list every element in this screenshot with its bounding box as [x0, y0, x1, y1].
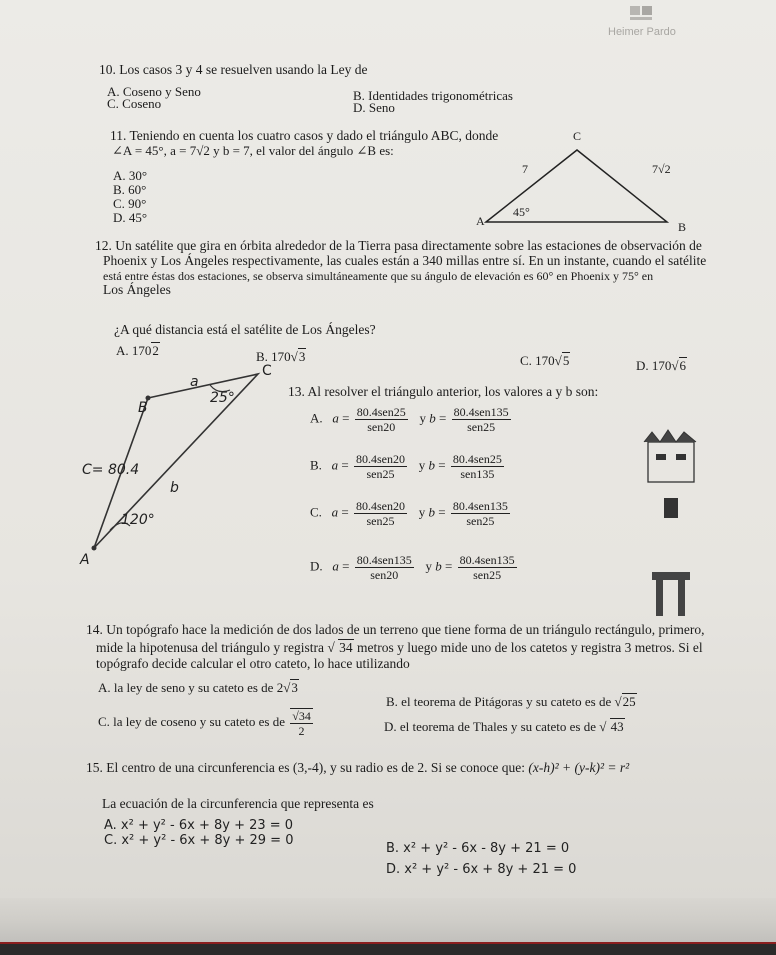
q12-option-a: A. 1702: [116, 343, 159, 358]
q11-option-a: A. 30°: [113, 168, 148, 183]
side-a-label: 7√2: [652, 162, 671, 176]
q13-option-b: B. a = $\frac{\text{80.4sen20}}{\text{sen25}}$ y b = $\frac{\text{80.4sen25}}{\text{sen135}}$: [310, 452, 502, 481]
triangle-abc-diagram: [460, 128, 700, 238]
vertex-b-label: B: [678, 220, 687, 234]
question-13: 13. Al resolver el triángulo anterior, los valores a y b son:: [288, 384, 599, 399]
side-b-label: 7: [522, 162, 528, 176]
q12-option-c: C. 170√5: [520, 353, 570, 368]
q14-option-a: A. la ley de seno y su cateto es de 2√3: [98, 680, 298, 695]
q15-option-c: C. x² + y² - 6x + 8y + 29 = 0: [104, 833, 294, 848]
question-12-line4: Los Ángeles: [103, 282, 171, 297]
vertex-c-label: C: [573, 129, 582, 143]
q12-option-d: D. 170√6: [636, 358, 687, 373]
q14-option-b: B. el teorema de Pitágoras y su cateto es de √25: [386, 694, 636, 709]
question-14-line3: topógrafo decide calcular el otro cateto, lo hace utilizando: [96, 656, 410, 671]
q10-option-a: A. Coseno y Seno: [107, 84, 201, 99]
q13-option-d: D. a = $\frac{\text{80.4sen135}}{\text{sen20}}$ y b = $\frac{\text{80.4sen135}}{\text{sen25}}$: [310, 553, 515, 582]
desk-surface: [0, 944, 776, 955]
q15-option-b: B. x² + y² - 6x - 8y + 21 = 0: [386, 841, 570, 856]
question-12-line2: Phoenix y Los Ángeles respectivamente, las cuales están a 340 millas entre sí. En un instante, cuando el satélite: [103, 253, 707, 268]
q11-option-c: C. 90°: [113, 196, 147, 211]
question-14: 14. Un topógrafo hace la medición de dos lados de un terreno que tiene forma de un triángulo rectángulo, primero,: [86, 622, 705, 637]
hw-side-b: b: [170, 480, 179, 496]
q14-option-d: D. el teorema de Thales y su cateto es de √ 43: [384, 719, 624, 734]
q15-option-d: D. x² + y² - 6x + 8y + 21 = 0: [386, 862, 577, 877]
q11-option-d: D. 45°: [113, 210, 148, 225]
q10-option-b: B. Identidades trigonométricas: [353, 88, 513, 103]
q15-option-a: A. x² + y² - 6x + 8y + 23 = 0: [104, 818, 294, 833]
angle-a-label: 45°: [513, 205, 530, 219]
hw-side-c: C= 80.4: [82, 462, 140, 478]
q13-option-a: A. a = $\frac{\text{80.4sen25}}{\text{sen20}}$ y b = $\frac{\text{80.4sen135}}{\text{sen25}}$: [310, 405, 509, 434]
question-12-prompt: ¿A qué distancia está el satélite de Los Ángeles?: [114, 322, 376, 337]
question-15-prompt: La ecuación de la circunferencia que representa es: [102, 796, 374, 811]
doodle-figure: [630, 420, 720, 620]
hw-vertex-b: B: [138, 400, 148, 416]
logo-text: Heimer Pardo: [608, 26, 676, 38]
q14-option-c: C. la ley de coseno y su cateto es de $\frac{√34}{2}$: [98, 709, 311, 738]
q13-option-c: C. a = $\frac{\text{80.4sen20}}{\text{sen25}}$ y b = $\frac{\text{80.4sen135}}{\text{sen25}}$: [310, 499, 508, 528]
hw-angle-c: 25°: [210, 390, 235, 406]
question-11: 11. Teniendo en cuenta los cuatro casos y dado el triángulo ABC, donde: [110, 128, 499, 143]
question-10: 10. Los casos 3 y 4 se resuelven usando la Ley de: [99, 62, 368, 77]
hw-angle-a: 120°: [121, 512, 155, 528]
question-14-line2: mide la hipotenusa del triángulo y registra √ 34 metros y luego mide uno de los catetos y registra 3 metros. Si el: [96, 640, 703, 655]
hw-vertex-a: A: [80, 552, 90, 568]
question-12-line3: está entre éstas dos estaciones, se observa simultáneamente que su ángulo de elevación es 60° en Phoenix y 75° en: [103, 269, 654, 283]
question-12: 12. Un satélite que gira en órbita alrededor de la Tierra pasa directamente sobre las estaciones de observación de: [95, 238, 702, 253]
question-15: 15. El centro de una circunferencia es (3,-4), y su radio es de 2. Si se conoce que: (x-h)² + (y-k)² = r²: [86, 760, 630, 775]
q12-option-b: B. 170√3: [256, 349, 306, 364]
q10-option-d: D. Seno: [353, 100, 395, 115]
hw-vertex-c: C: [262, 363, 272, 379]
q10-option-c: C. Coseno: [107, 96, 162, 111]
school-logo: [600, 2, 750, 40]
hw-side-a: a: [190, 374, 199, 390]
question-11-line2: ∠A = 45°, a = 7√2 y b = 7, el valor del ángulo ∠B es:: [112, 143, 394, 158]
vertex-a-label: A: [476, 214, 485, 228]
q11-option-b: B. 60°: [113, 182, 147, 197]
